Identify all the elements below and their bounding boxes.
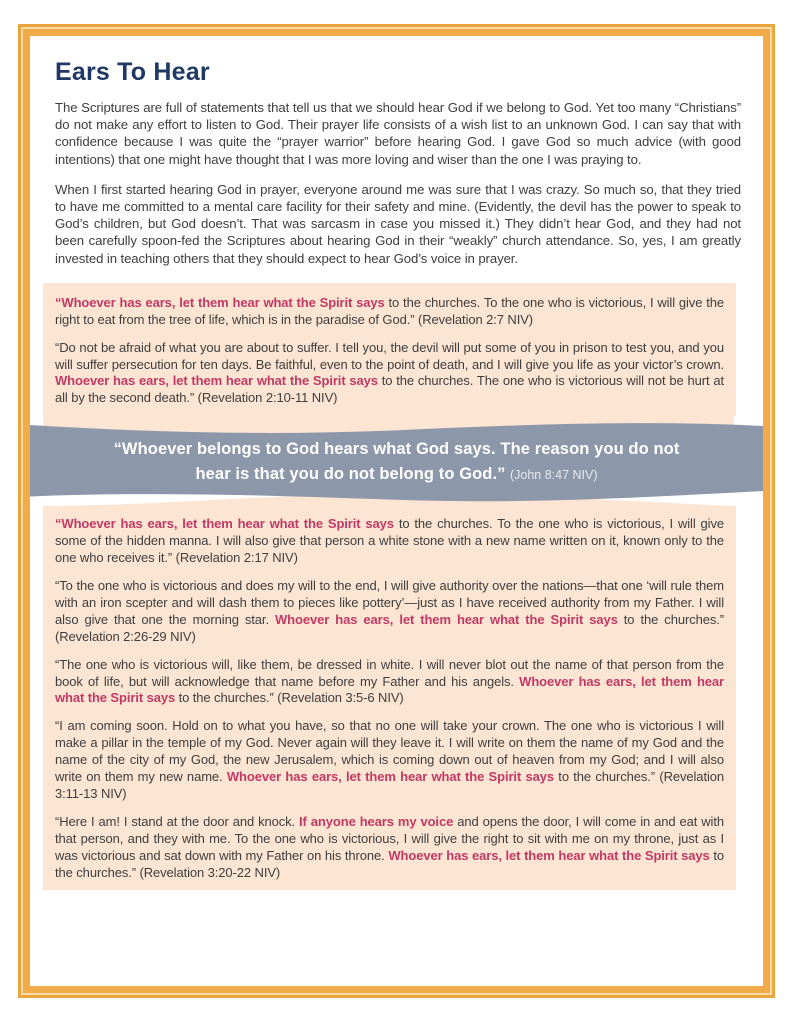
scripture-box-1: [43, 283, 736, 416]
quote-banner: [30, 416, 763, 506]
intro-paragraph-2: When I first started hearing God in prayer, everyone around me was sure that I was crazy. So much so, that they tried to have me committed to a mental care facility for their safety and mine. (Evidently, the devil has the power to speak to God’s children, but God doesn’t. That was sarcasm in case you missed it.) They didn’t hear God, and they had not been carefully spoon-fed the Scriptures about hearing God in their “weakly” church attendance. So, yes, I am greatly invested in teaching others that they should expect to hear God’s voice in prayer.: [55, 181, 741, 266]
scripture-box-2: [43, 506, 736, 890]
banner-quote: “Whoever belongs to God hears what God says. The reason you do not hear is that you do not belong to God.”: [113, 440, 680, 484]
scripture-paragraph-rev-2-10-11: “Do not be afraid of what you are about to suffer. I tell you, the devil will put some of you in prison to test you, and you will suffer persecution for ten days. Be faithful, even to the point of death, and I will give you life as your victor’s crown. Whoever has ears, let them hear what the Spirit says to the churches. The one who is victorious will not be hurt at all by the second death.” (Revelation 2:10-11 NIV): [55, 339, 724, 406]
page-border-outer: [18, 24, 775, 998]
scripture-paragraph-rev-3-5-6: “The one who is victorious will, like them, be dressed in white. I will never blot out the name of that person from the book of life, but will acknowledge that name before my Father and his angels. Whoever has ears, let them hear what the Spirit says to the churches.” (Revelation 3:5-6 NIV): [55, 656, 725, 706]
intro-paragraph-1: The Scriptures are full of statements that tell us that we should hear God if we belong to God. Yet too many “Christians” do not make any effort to listen to God. Their prayer life consists of a wish list to an unknown God. I can say that with confidence because I was quite the “prayer warrior” before hearing God. I gave God so much advice (with good intentions) that one might have thought that I was more loving and wiser than the one I was praying to.: [55, 100, 741, 167]
scripture-paragraph-rev-3-20-22: “Here I am! I stand at the door and knock. If anyone hears my voice and opens the door, I will come in and eat with that person, and they with me. To the one who is victorious, I will give the right to sit with me on my throne, just as I was victorious and sat down with my Father on his throne. Whoever has ears, let them hear what the Spirit says to the churches.” (Revelation 3:20-22 NIV): [55, 813, 724, 880]
page-content: [30, 36, 763, 986]
scripture-paragraph-rev-2-17: “Whoever has ears, let them hear what the Spirit says to the churches. To the one who is victorious, I will give some of the hidden manna. I will also give that person a white stone with a new name written on it, known only to the one who receives it.” (Revelation 2:17 NIV): [55, 516, 724, 566]
scripture-paragraph-rev-3-11-13: “I am coming soon. Hold on to what you have, so that no one will take your crown. The one who is victorious I will make a pillar in the temple of my God. Never again will they leave it. I will write on them the name of my God and the name of the city of my God, the new Jerusalem, which is coming down out of heaven from my God; and I will also write on them my new name. Whoever has ears, let them hear what the Spirit says to the churches.” (Revelation 3:11-13 NIV): [55, 718, 725, 801]
page-border-inner: [23, 29, 770, 993]
scripture-paragraph-rev-2-26-29: “To the one who is victorious and does my will to the end, I will give authority over the nations—that one ‘will rule them with an iron scepter and will dash them to pieces like pottery’—just as I have received authority from my Father. I will also give that one the morning star. Whoever has ears, let them hear what the Spirit says to the churches.” (Revelation 2:26-29 NIV): [55, 577, 724, 644]
banner-text-block: [30, 416, 763, 506]
page-title: Ears To Hear: [55, 58, 210, 86]
banner-reference: (John 8:47 NIV): [509, 468, 598, 483]
scripture-paragraph-rev-2-7: “Whoever has ears, let them hear what the Spirit says to the churches. To the one who is victorious, I will give the right to eat from the tree of life, which is in the paradise of God.” (Revelation 2:7 NIV): [55, 294, 724, 327]
